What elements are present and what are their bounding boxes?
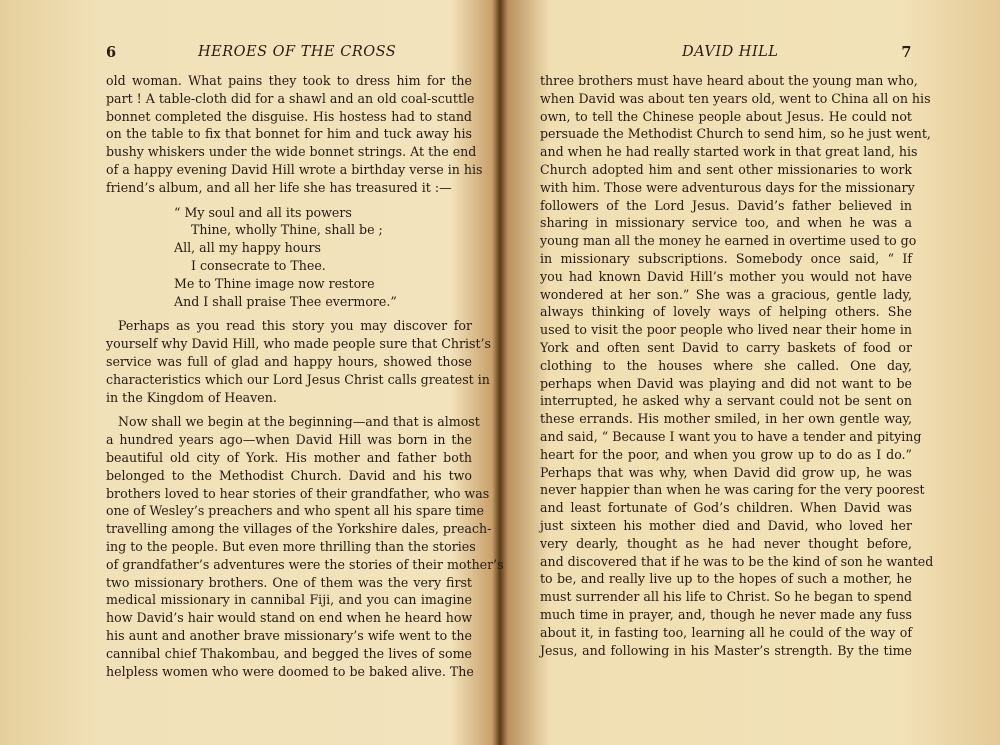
text-line: part ! A table-cloth did for a shawl and an old coal-scuttle bbox=[106, 90, 475, 106]
running-head: HEROES OF THE CROSS bbox=[198, 44, 397, 60]
text-line: much time in prayer, and, though he never made any fuss bbox=[540, 606, 912, 622]
running-head: DAVID HILL bbox=[682, 44, 779, 60]
text-line: old woman. What pains they took to dress him for the bbox=[106, 73, 472, 88]
verse-line: “ My soul and all its powers bbox=[174, 204, 352, 220]
text-line: bonnet completed the disguise. His hostess had to stand bbox=[106, 108, 472, 124]
text-line: his aunt and another brave missionary’s wife went to the bbox=[106, 627, 472, 643]
text-line: yourself why David Hill, who made people sure that Christ’s bbox=[106, 336, 491, 352]
text-line: clothing to the houses where she called. One day, bbox=[540, 357, 912, 373]
text-line: ing to the people. But even more thrilling than the stories bbox=[106, 538, 476, 554]
text-line: on the table to fix that bonnet for him and tuck away his bbox=[106, 126, 472, 142]
text-line: sharing in missionary service too, and when he was a bbox=[540, 215, 912, 231]
text-line: persuade the Methodist Church to send him, so he just went, bbox=[540, 126, 931, 142]
text-line: medical missionary in cannibal Fiji, and you can imagine bbox=[106, 592, 472, 608]
text-line: two missionary brothers. One of them was the very first bbox=[106, 574, 472, 590]
page-number: 6 bbox=[106, 44, 117, 61]
text-line: and least fortunate of God’s children. When David was bbox=[540, 500, 912, 516]
text-line: about it, in fasting too, learning all he could of the way of bbox=[540, 624, 912, 640]
text-line: with him. Those were adventurous days for the missionary bbox=[540, 179, 915, 195]
left-page-header bbox=[106, 44, 472, 68]
text-line: just sixteen his mother died and David, who loved her bbox=[540, 517, 912, 533]
text-line: Church adopted him and sent other missionaries to work bbox=[540, 161, 912, 177]
text-line: in missionary subscriptions. Somebody once said, “ If bbox=[540, 250, 912, 266]
text-line: friend’s album, and all her life she has treasured it :— bbox=[106, 179, 452, 195]
text-line: Perhaps that was why, when David did grow up, he was bbox=[540, 464, 912, 480]
verse-line: Thine, wholly Thine, shall be ; bbox=[191, 222, 383, 238]
text-line: perhaps when David was playing and did not want to be bbox=[540, 375, 912, 391]
verse-line: I consecrate to Thee. bbox=[191, 257, 326, 273]
text-line: of grandfather’s adventures were the stories of their mother’s bbox=[106, 556, 504, 572]
text-line: these errands. His mother smiled, in her own gentle way, bbox=[540, 411, 912, 427]
text-line: how David’s hair would stand on end when he heard how bbox=[106, 610, 473, 626]
text-line: when David was about ten years old, went to China all on his bbox=[540, 90, 931, 106]
text-line: bushy whiskers under the wide bonnet strings. At the end bbox=[106, 144, 477, 160]
verse-line: Me to Thine image now restore bbox=[174, 275, 375, 291]
text-line: never happier than when he was caring for the very poorest bbox=[540, 482, 925, 498]
text-line: brothers loved to hear stories of their grandfather, who was bbox=[106, 485, 490, 501]
text-line: heart for the poor, and when you grow up to do as I do.” bbox=[540, 446, 912, 462]
text-line: Now shall we begin at the beginning—and that is almost bbox=[118, 414, 480, 430]
text-line: wondered at her son.” She was a gracious, gentle lady, bbox=[540, 286, 912, 302]
text-line: always thinking of lovely ways of helping others. She bbox=[540, 304, 912, 320]
text-line: three brothers must have heard about the young man who, bbox=[540, 73, 918, 88]
text-line: helpless women who were doomed to be baked alive. The bbox=[106, 663, 474, 679]
text-line: belonged to the Methodist Church. David and his two bbox=[106, 467, 472, 483]
text-line: followers of the Lord Jesus. David’s father believed in bbox=[540, 197, 912, 213]
text-line: young man all the money he earned in overtime used to go bbox=[540, 233, 917, 249]
right-page bbox=[504, 0, 1000, 745]
text-line: travelling among the villages of the Yorkshire dales, preach- bbox=[106, 521, 492, 537]
text-line: interrupted, he asked why a servant could not be sent on bbox=[540, 393, 912, 409]
text-line: cannibal chief Thakombau, and begged the lives of some bbox=[106, 645, 472, 661]
text-line: own, to tell the Chinese people about Jesus. He could not bbox=[540, 108, 912, 124]
text-line: and when he had really started work in that great land, his bbox=[540, 144, 918, 160]
text-line: to be, and really live up to the hopes of such a mother, he bbox=[540, 571, 912, 587]
text-line: of a happy evening David Hill wrote a birthday verse in his bbox=[106, 161, 483, 177]
text-line: beautiful old city of York. His mother and father both bbox=[106, 449, 472, 465]
text-line: Perhaps as you read this story you may discover for bbox=[118, 318, 472, 334]
text-line: used to visit the poor people who lived near their home in bbox=[540, 322, 912, 338]
verse-line: And I shall praise Thee evermore.” bbox=[174, 293, 397, 309]
text-line: service was full of glad and happy hours, showed those bbox=[106, 353, 472, 369]
text-line: York and often sent David to carry baskets of food or bbox=[540, 339, 912, 355]
text-line: Jesus, and following in his Master’s strength. By the time bbox=[540, 642, 912, 658]
text-line: in the Kingdom of Heaven. bbox=[106, 389, 277, 405]
right-page-header bbox=[540, 44, 912, 68]
left-page-body bbox=[106, 72, 504, 680]
text-line: and discovered that if he was to be the kind of son he wanted bbox=[540, 553, 934, 569]
text-line: must surrender all his life to Christ. So he began to spend bbox=[540, 589, 912, 605]
text-line: and said, “ Because I want you to have a tender and pitying bbox=[540, 428, 922, 444]
right-page-body bbox=[540, 72, 934, 659]
text-line: you had known David Hill’s mother you would not have bbox=[540, 268, 912, 284]
text-line: a hundred years ago—when David Hill was born in the bbox=[106, 432, 472, 448]
verse-line: All, all my happy hours bbox=[174, 240, 321, 256]
page-number: 7 bbox=[901, 44, 912, 61]
text-line: characteristics which our Lord Jesus Christ calls greatest in bbox=[106, 371, 490, 387]
text-line: one of Wesley’s preachers and who spent all his spare time bbox=[106, 503, 484, 519]
text-line: very dearly, thought as he had never thought before, bbox=[540, 535, 912, 551]
